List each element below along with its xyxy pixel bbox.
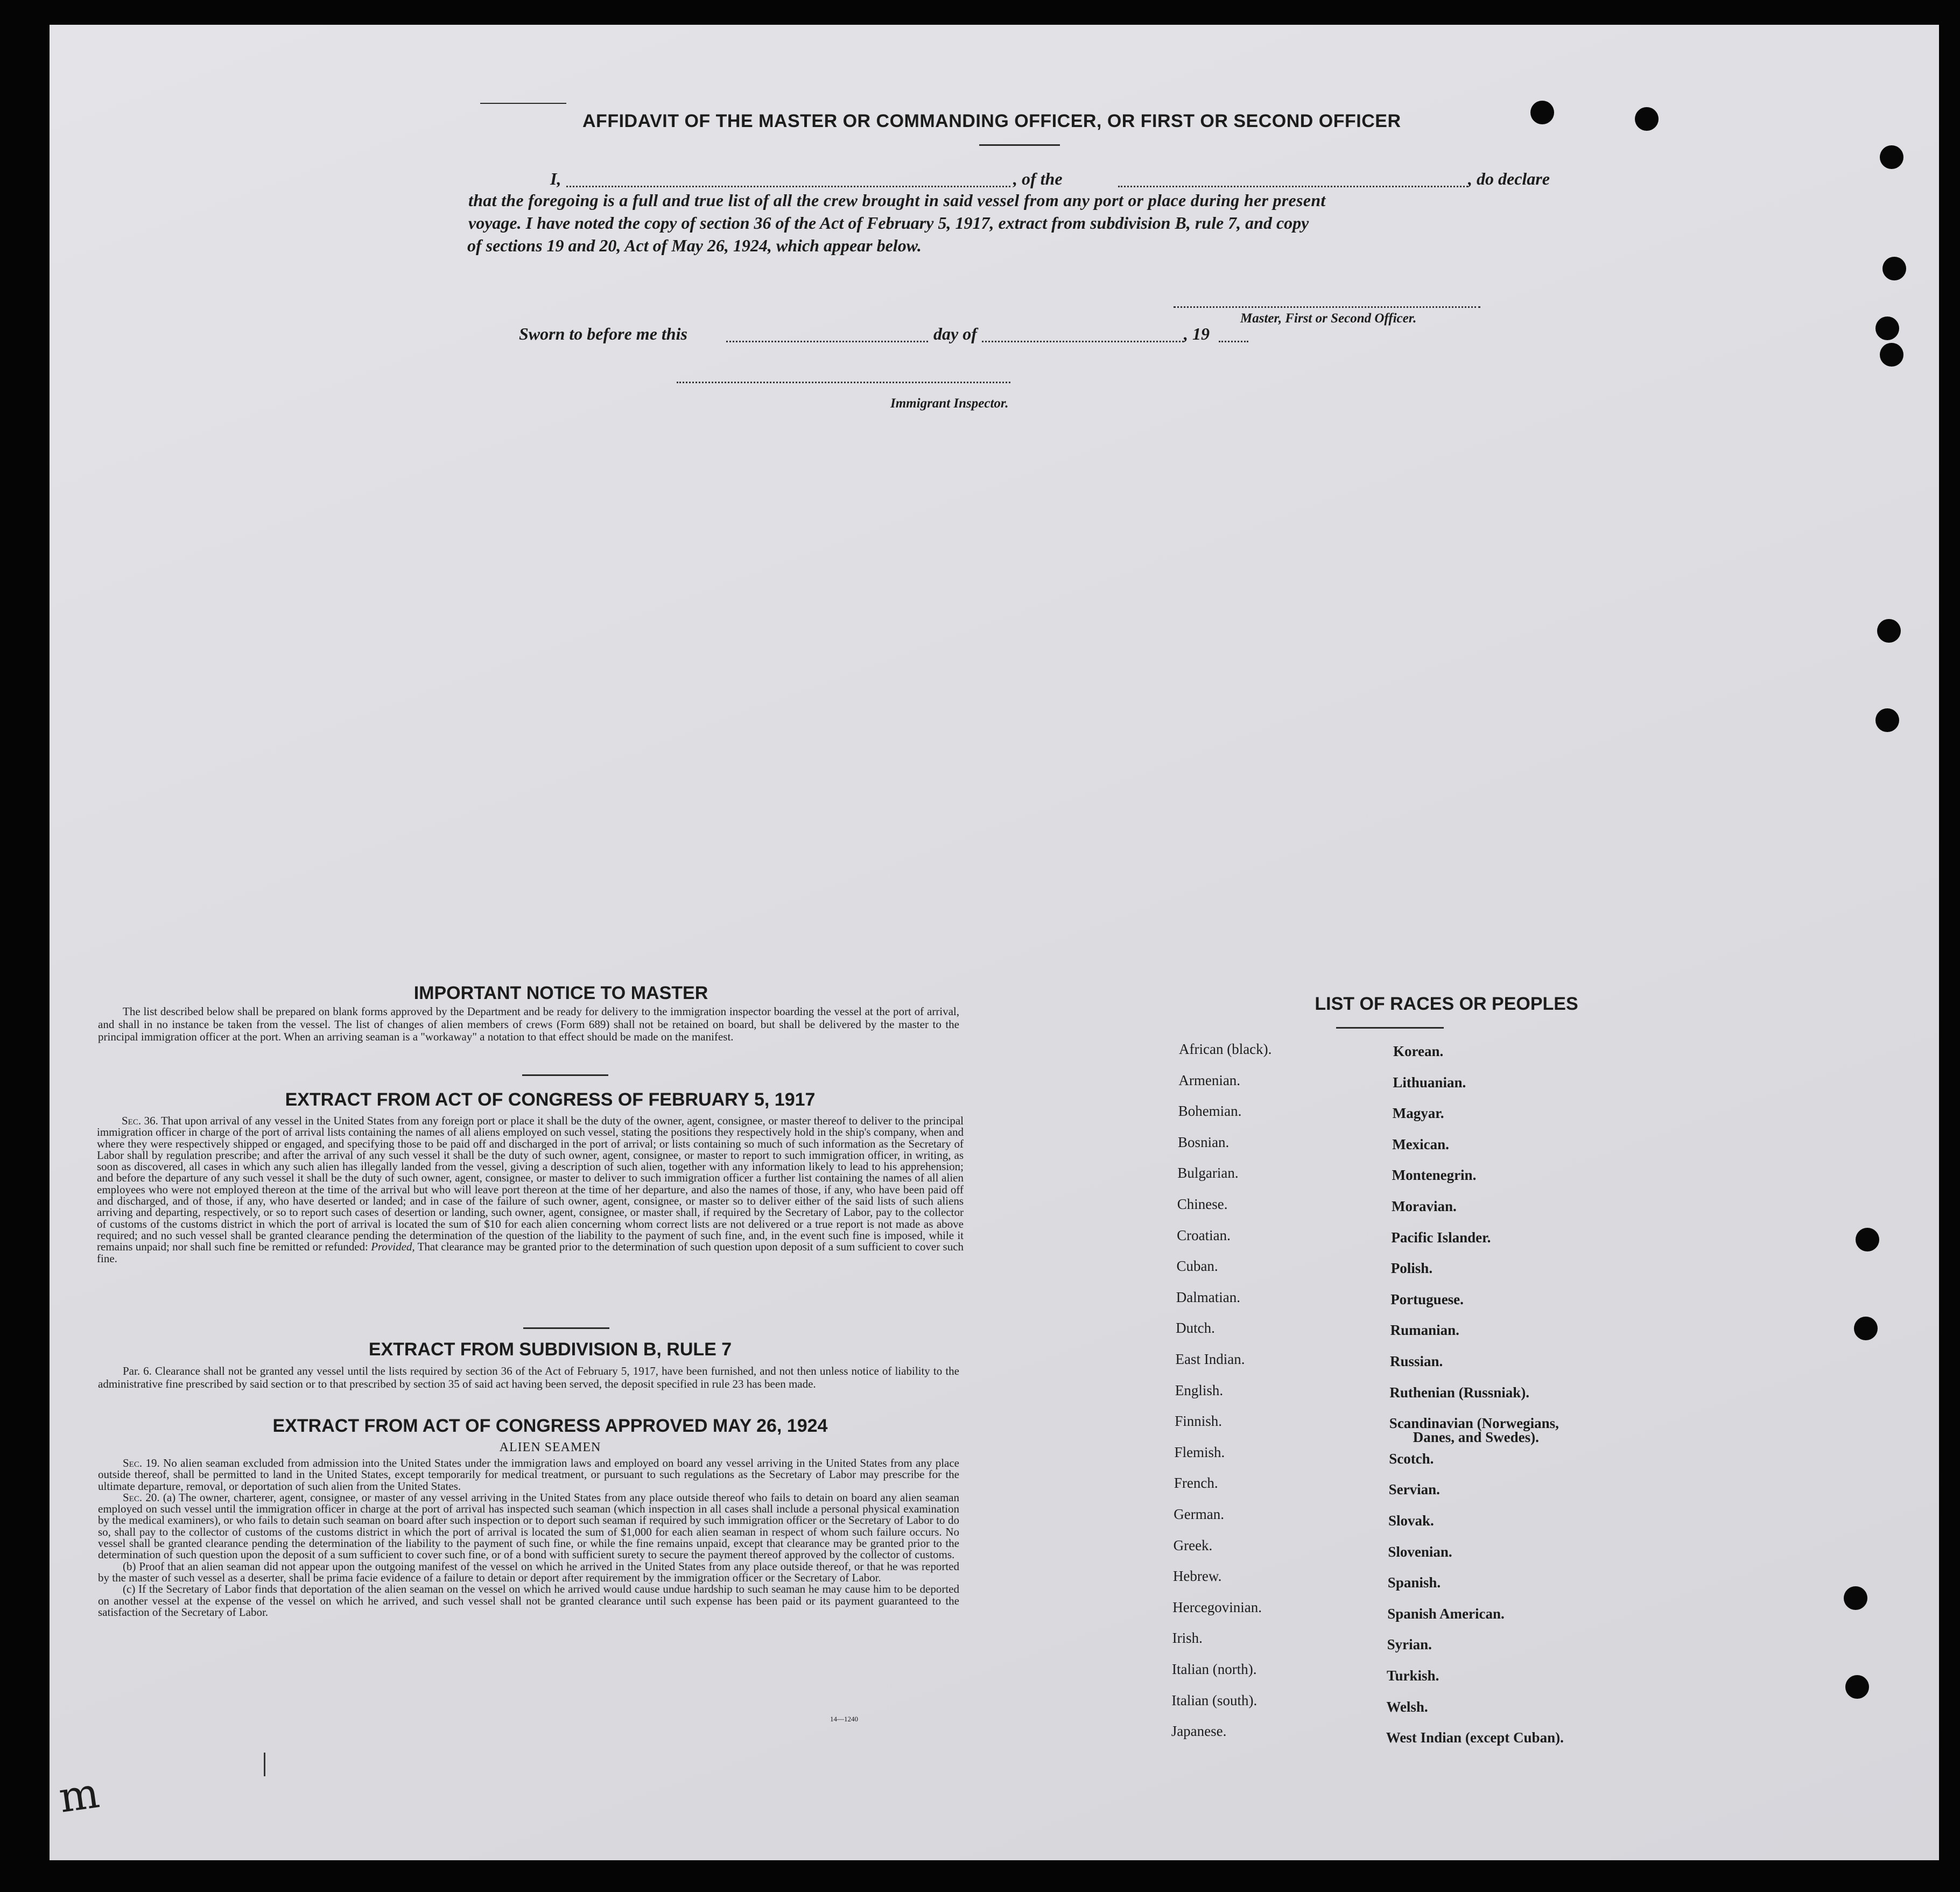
race-item-continuation: Danes, and Swedes).	[1413, 1429, 1539, 1446]
title-underline	[979, 144, 1060, 146]
race-item: French.	[1174, 1475, 1218, 1492]
punch-hole	[1877, 619, 1901, 643]
race-item: Turkish.	[1387, 1668, 1439, 1684]
extract-1917-body	[97, 1115, 964, 1264]
form-number: 14—1240	[830, 1715, 858, 1723]
race-item: Finnish.	[1175, 1413, 1222, 1430]
race-item: Bulgarian.	[1177, 1165, 1239, 1181]
race-item: Spanish.	[1387, 1574, 1441, 1591]
officer-caption: Master, First or Second Officer.	[1240, 311, 1417, 326]
race-item: Armenian.	[1178, 1072, 1241, 1088]
rule-7-paragraph: Par. 6. Clearance shall not be granted any vessel until the lists required by section 36 of the Act of February 5, 1917, have been furnished, and not then unless notice of liability to the administrative fine prescribed by said section or to that prescribed by section 35 of said act having been served, the deposit specified in rule 23 has been made.	[98, 1365, 959, 1390]
rule-7-title: EXTRACT FROM SUBDIVISION B, RULE 7	[368, 1339, 732, 1360]
sec-36-tail: That clearance may be granted prior to the determination of such question upon deposit of a sum sufficient to cover such fine.	[97, 1240, 964, 1265]
races-title: LIST OF RACES OR PEOPLES	[1315, 994, 1578, 1014]
punch-hole	[1844, 1586, 1867, 1610]
race-item: Spanish American.	[1387, 1605, 1505, 1622]
sec-36-label: Sec. 36.	[122, 1114, 158, 1127]
race-item: Italian (north).	[1172, 1661, 1257, 1677]
sec-36-text: That upon arrival of any vessel in the United States from any foreign port or place it shall be the duty of the owner, agent, consignee, or master thereof to deliver to the principal immigration officer in charge of the port of arrival lists containing the names of all aliens employed on such vessel, stating the positions they respectively hold in the ship's company, when and where they were respectively shipped or engaged, and specifying those to be paid off and discharged in the port of arrival; or lists containing so much of such information as the Secretary of Labor shall by regulation prescribe; and after the arrival of any such vessel it shall be the duty of such owner, agent, consignee, or master to report to such immigration officer, in writing, as soon as discovered, all cases in which any such alien has illegally landed from the vessel, giving a description of such alien, together with any information likely to lead to his apprehension; and before the departure of any such vessel it shall be the duty of such owner, agent, consignee, or master to deliver to such immigration officer a further list containing the names of all alien employees who were not employed thereon at the time of the arrival but who will leave port thereon at the time of her departure, and also the names of those, if any, who have been paid off and discharged, and of those, if any, who have deserted or landed; and in case of the failure of such owner, agent, consignee, or master so to deliver either of the said lists of such aliens arriving and departing, respectively, or so to report such cases of desertion or landing, such owner, agent, consignee, or master shall, if required by the Secretary of Labor, pay to the collector of customs of the customs district in which the port of arrival is located the sum of $10 for each alien concerning whom correct lists are not delivered or a true report is not made as above required; and no such vessel shall be granted clearance pending the determination of the question of the liability to the payment of such fine, and, in the event such fine is imposed, while it remains unpaid; nor shall such fine be remitted or refunded:	[97, 1114, 964, 1254]
margin-mark: m	[56, 1769, 102, 1823]
document-sheet	[50, 25, 1939, 1860]
race-item: German.	[1174, 1506, 1224, 1522]
race-item: Montenegrin.	[1392, 1167, 1477, 1184]
punch-hole	[1845, 1675, 1869, 1699]
extract-1917-paragraph	[97, 1115, 964, 1264]
affidavit-line-4: of sections 19 and 20, Act of May 26, 1924, which appear below.	[467, 236, 922, 255]
race-item: Greek.	[1173, 1537, 1213, 1553]
vessel-blank[interactable]	[1118, 185, 1468, 187]
punch-hole	[1856, 1228, 1879, 1251]
punch-hole	[1875, 316, 1899, 340]
race-item: Japanese.	[1171, 1723, 1227, 1740]
do-declare-label: , do declare	[1468, 169, 1550, 188]
race-item: Croatian.	[1177, 1227, 1231, 1243]
race-item: Portuguese.	[1390, 1291, 1464, 1307]
rule-7-body	[98, 1365, 959, 1390]
affidavit-line-3: voyage. I have noted the copy of section 36 of the Act of February 5, 1917, extract from subdivision B, rule 7, and copy	[468, 213, 1309, 233]
race-item: Bosnian.	[1178, 1134, 1230, 1150]
provided-word: Provided,	[371, 1240, 415, 1254]
race-item: Syrian.	[1387, 1636, 1432, 1653]
inspector-caption: Immigrant Inspector.	[890, 396, 1009, 411]
race-item: Slovak.	[1388, 1513, 1434, 1529]
day-blank[interactable]	[726, 340, 928, 342]
race-item: Scotch.	[1389, 1450, 1434, 1467]
race-item: Dalmatian.	[1176, 1289, 1241, 1305]
race-item: Dutch.	[1176, 1320, 1215, 1337]
race-item: Slovenian.	[1388, 1543, 1452, 1560]
race-item: African (black).	[1179, 1041, 1272, 1057]
day-of-label: day of	[933, 324, 977, 343]
race-item: Mexican.	[1392, 1136, 1449, 1152]
race-item: Servian.	[1388, 1481, 1440, 1498]
affidavit-line-2: that the foregoing is a full and true list of all the crew brought in said vessel from any port or place during her present	[468, 191, 1326, 210]
race-item: Rumanian.	[1390, 1322, 1459, 1339]
extract-1924-title: EXTRACT FROM ACT OF CONGRESS APPROVED MAY 26, 1924	[272, 1416, 828, 1436]
race-item: Bohemian.	[1178, 1103, 1242, 1120]
officer-signature-line[interactable]	[1174, 306, 1480, 308]
race-item: Chinese.	[1177, 1196, 1228, 1212]
sec-20-label: Sec. 20.	[123, 1490, 160, 1504]
race-item: Hercegovinian.	[1172, 1599, 1262, 1615]
race-item: Scandinavian (Norwegians,	[1389, 1415, 1559, 1432]
punch-hole	[1875, 708, 1899, 732]
race-item: Italian (south).	[1171, 1692, 1258, 1708]
notice-rule	[522, 1074, 608, 1076]
race-item: Lithuanian.	[1393, 1074, 1466, 1091]
race-item: Moravian.	[1392, 1198, 1457, 1214]
race-item: East Indian.	[1175, 1351, 1245, 1367]
race-item: West Indian (except Cuban).	[1386, 1729, 1564, 1746]
race-item: Hebrew.	[1172, 1568, 1222, 1585]
year-label: , 19	[1184, 324, 1210, 343]
notice-title: IMPORTANT NOTICE TO MASTER	[413, 983, 708, 1003]
notice-body	[98, 1005, 959, 1044]
affidavit-title: AFFIDAVIT OF THE MASTER OR COMMANDING OFFICER, OR FIRST OR SECOND OFFICER	[582, 111, 1401, 131]
punch-hole	[1530, 101, 1554, 124]
races-rule	[1336, 1027, 1444, 1029]
year-blank[interactable]	[1219, 340, 1248, 342]
sec-20a-paragraph	[98, 1492, 959, 1561]
race-item: English.	[1175, 1382, 1224, 1398]
punch-hole	[1882, 257, 1906, 280]
race-item: Pacific Islander.	[1391, 1229, 1491, 1246]
notice-paragraph: The list described below shall be prepared on blank forms approved by the Department and be ready for delivery to the immigration inspector boarding the vessel at the port of arrival, and shall in no instance be taken from the vessel. The list of changes of alien members of crews (Form 689) shall not be retained on board, but shall be delivered by the master to the principal immigration officer at the port. When an arriving seaman is a "workaway" a notation to that effect should be made on the manifest.	[98, 1005, 959, 1043]
punch-hole	[1880, 145, 1903, 169]
sec-20a-text: (a) The owner, charterer, agent, consignee, or master of any vessel arriving in the United States from any place outside thereof who fails to detain on board any alien seaman employed on such vessel until the immigration officer in charge at the port of arrival has inspected such seaman (which inspection in all cases shall include a personal physical examination by the medical examiners), or who fails to detain such seaman on board after such inspection or to deport such seaman if required by such immigration officer or the Secretary of Labor to do so, shall pay to the collector of customs of the customs district in which the port of arrival is located the sum of $1,000 for each alien seaman in respect of whom such failure occurs. No vessel shall be granted clearance pending the determination of the liability to the payment of such fine, or while the fine remains unpaid, except that clearance may be granted prior to the determination of such question upon the deposit of a sum sufficient to cover such fine, or of a bond with sufficient surety to secure the payment thereof approved by the collector of customs.	[98, 1490, 960, 1562]
race-item: Cuban.	[1176, 1258, 1218, 1275]
race-item: Ruthenian (Russniak).	[1389, 1384, 1529, 1401]
race-item: Welsh.	[1386, 1698, 1428, 1715]
rule-1917	[523, 1327, 609, 1329]
top-stroke	[480, 103, 566, 104]
sec-19-paragraph	[98, 1458, 959, 1492]
punch-hole	[1880, 343, 1903, 367]
extract-1924-body	[98, 1458, 959, 1618]
race-item: Magyar.	[1392, 1105, 1444, 1122]
race-item: Flemish.	[1174, 1444, 1225, 1460]
sworn-label: Sworn to before me this	[519, 324, 687, 343]
punch-hole	[1635, 107, 1659, 131]
alien-seamen-subtitle: ALIEN SEAMEN	[499, 1440, 601, 1454]
extract-1917-title: EXTRACT FROM ACT OF CONGRESS OF FEBRUARY 5, 1917	[285, 1089, 816, 1110]
race-item: Polish.	[1390, 1260, 1433, 1277]
margin-tick	[264, 1753, 265, 1776]
sec-19-text: No alien seaman excluded from admission into the United States under the immigration laws and employed on board any vessel arriving in the United States from any place outside thereof, shall be permitted to land in the United States, except temporarily for medical treatment, or pursuant to such regulations as the Secretary of Labor may prescribe for the ultimate departure, removal, or deportation of such alien from the United States.	[98, 1457, 959, 1493]
i-label: I,	[550, 169, 561, 188]
race-item: Irish.	[1172, 1630, 1203, 1647]
sec-20c-paragraph: (c) If the Secretary of Labor finds that deportation of the alien seaman on the vessel on which he arrived would cause undue hardship to such seaman he may cause him to be deported on another vessel at the expense of the vessel on which he arrived, and such vessel shall not be granted clearance until such expense has been paid or its payment guaranteed to the satisfaction of the Secretary of Labor.	[98, 1582, 959, 1619]
sec-20b-paragraph: (b) Proof that an alien seaman did not appear upon the outgoing manifest of the vessel on which he arrived in the United States from any place outside thereof, or that he was reported by the master of such vessel as a deserter, shall be prima facie evidence of a failure to detain or deport after requirement by the immigration officer or the Secretary of Labor.	[98, 1559, 959, 1584]
sec-19-label: Sec. 19.	[123, 1457, 160, 1469]
month-blank[interactable]	[982, 340, 1184, 342]
race-item: Korean.	[1393, 1043, 1444, 1059]
inspector-signature-line[interactable]	[677, 381, 1010, 383]
of-the-label: , of the	[1013, 169, 1063, 188]
name-blank[interactable]	[566, 185, 1010, 187]
race-item: Russian.	[1390, 1353, 1443, 1369]
punch-hole	[1854, 1317, 1878, 1340]
